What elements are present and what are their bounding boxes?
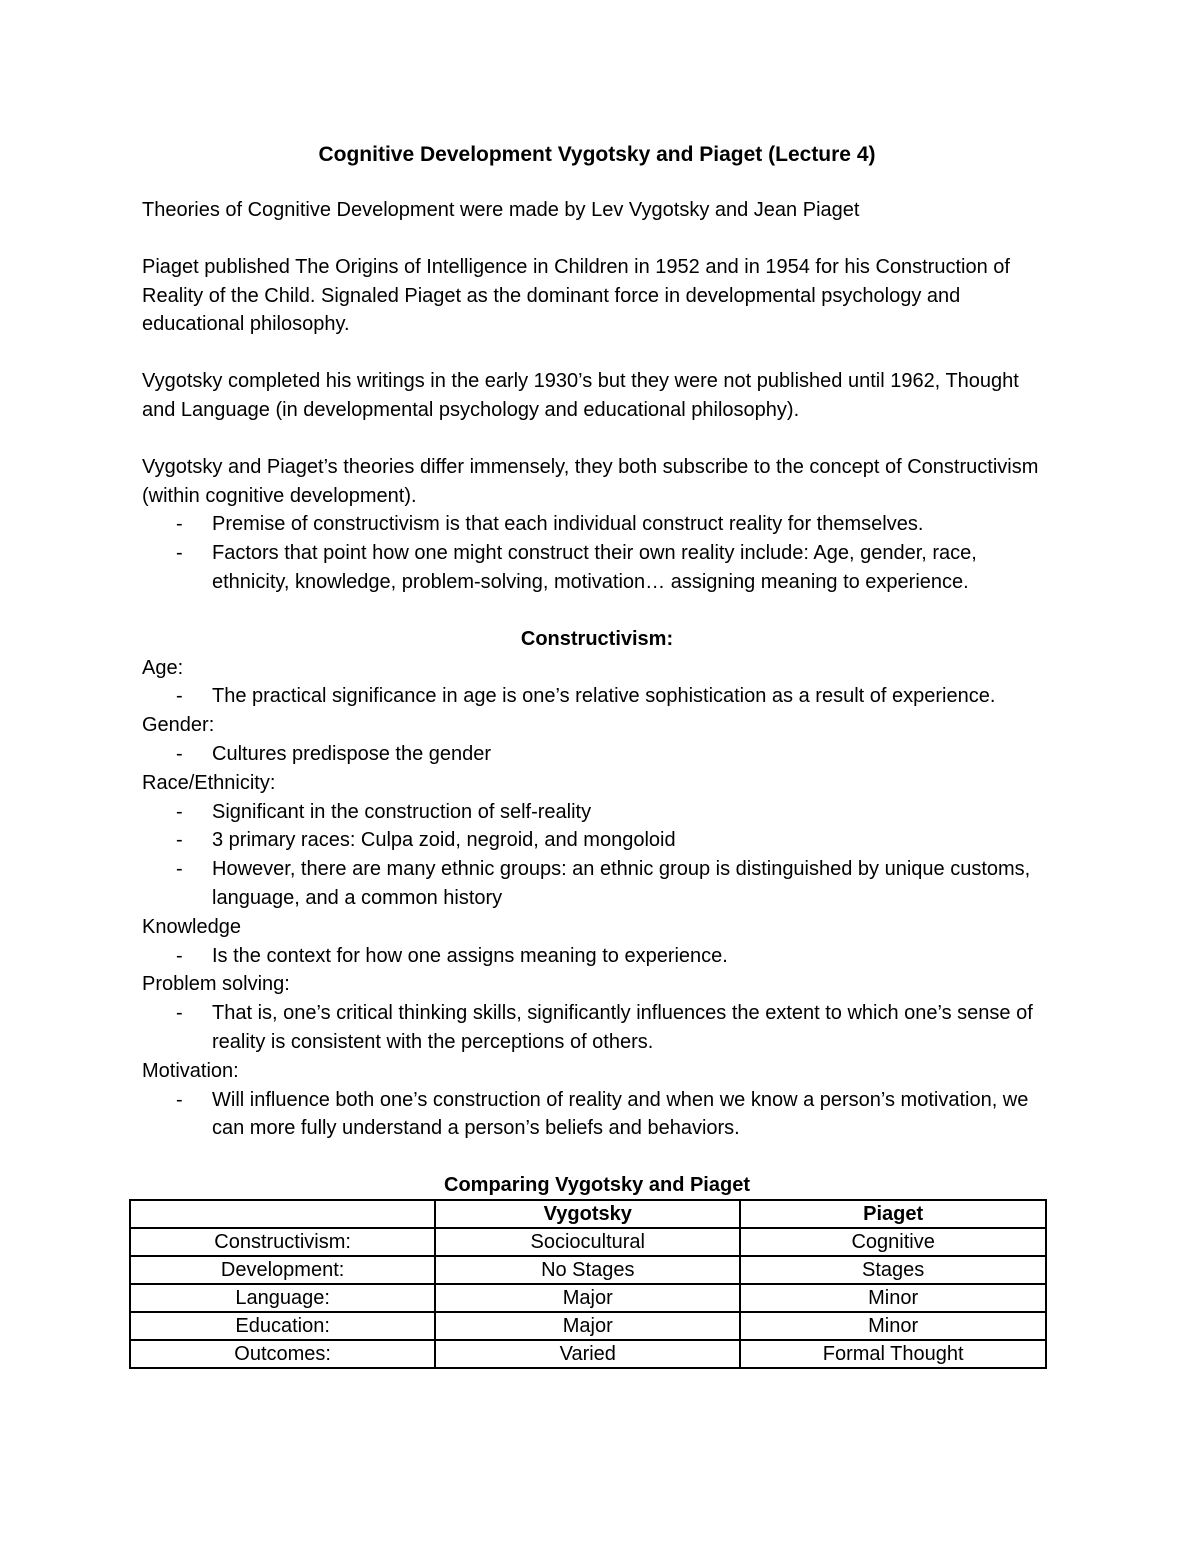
table-cell: Varied [435,1340,740,1368]
factor-bullet-list [142,1086,1052,1144]
table-row [130,1228,1046,1256]
table-cell: Cognitive [740,1228,1046,1256]
table-cell: Development: [130,1256,435,1284]
list-item: - Significant in the construction of self-reality [212,798,1052,827]
factor-problem-solving [142,970,1052,1056]
vygotsky-paragraph: Vygotsky completed his writings in the early 1930’s but they were not published until 1962, Thought and Language (in developmental psychology and educational philosophy). [142,370,1019,421]
document-title: Cognitive Development Vygotsky and Piaget (Lecture 4) [318,143,876,166]
table-cell: Major [435,1284,740,1312]
table-row [130,1284,1046,1312]
spacer [142,597,1052,625]
list-item: - Cultures predispose the gender [212,740,1052,769]
intro-paragraph: Theories of Cognitive Development were made by Lev Vygotsky and Jean Piaget [142,199,860,221]
table-header-cell [130,1200,435,1228]
table-cell: Formal Thought [740,1340,1046,1368]
factor-gender [142,711,1052,769]
table-row [130,1256,1046,1284]
factor-age [142,654,1052,712]
factor-heading: Knowledge [142,915,241,938]
table-header-cell: Piaget [740,1200,1046,1228]
table-cell: Minor [740,1312,1046,1340]
comparison-table [129,1199,1047,1369]
table-cell: Stages [740,1256,1046,1284]
table-cell: No Stages [435,1256,740,1284]
table-cell: Outcomes: [130,1340,435,1368]
list-item: - Is the context for how one assigns meaning to experience. [212,942,1052,971]
table-row [130,1340,1046,1368]
list-item: - The practical significance in age is one’s relative sophistication as a result of experience. [212,682,1052,711]
list-item: - However, there are many ethnic groups: an ethnic group is distinguished by unique customs, language, and a common history [212,855,1052,913]
table-cell: Constructivism: [130,1228,435,1256]
constructivism-heading: Constructivism: [520,627,674,650]
list-item: - 3 primary races: Culpa zoid, negroid, and mongoloid [212,826,1052,855]
theories-bullet-list [142,510,1052,596]
theories-paragraph: Vygotsky and Piaget’s theories differ immensely, they both subscribe to the concept of Constructivism (within cognitive development). [142,455,1039,507]
table-cell: Major [435,1312,740,1340]
table-header-cell: Vygotsky [435,1200,740,1228]
factor-race-ethnicity [142,769,1052,913]
table-row [130,1312,1046,1340]
list-item: - Factors that point how one might construct their own reality include: Age, gender, race, ethnicity, knowledge, problem-solving, motivation… assigning meaning to experience. [212,539,1052,597]
factor-bullet-list [142,798,1052,913]
table-header-row [130,1200,1046,1228]
table-cell: Education: [130,1312,435,1340]
factor-knowledge [142,913,1052,971]
list-item: - Premise of constructivism is that each individual construct reality for themselves. [212,510,1052,539]
factor-bullet-list [142,942,1052,971]
factor-motivation [142,1057,1052,1143]
factor-heading: Problem solving: [142,973,290,996]
piaget-paragraph: Piaget published The Origins of Intelligence in Children in 1952 and in 1954 for his Construction of Reality of the Child. Signaled Piaget as the dominant force in developmental psychology and educational philosophy. [142,255,1010,336]
document-page [142,140,1052,1369]
table-cell: Language: [130,1284,435,1312]
factor-heading: Race/Ethnicity: [142,771,276,794]
factor-bullet-list [142,682,1052,711]
factor-heading: Age: [142,656,184,679]
factor-heading: Motivation: [142,1059,239,1082]
factor-heading: Gender: [142,714,215,737]
list-item: - That is, one’s critical thinking skills, significantly influences the extent to which one’s sense of reality is consistent with the perceptions of others. [212,999,1052,1057]
factor-bullet-list [142,740,1052,769]
factor-bullet-list [142,999,1052,1057]
comparison-table-title: Comparing Vygotsky and Piaget [444,1174,750,1197]
table-cell: Minor [740,1284,1046,1312]
list-item: - Will influence both one’s construction of reality and when we know a person’s motivation, we can more fully understand a person’s beliefs and behaviors. [212,1086,1052,1144]
table-cell: Sociocultural [435,1228,740,1256]
